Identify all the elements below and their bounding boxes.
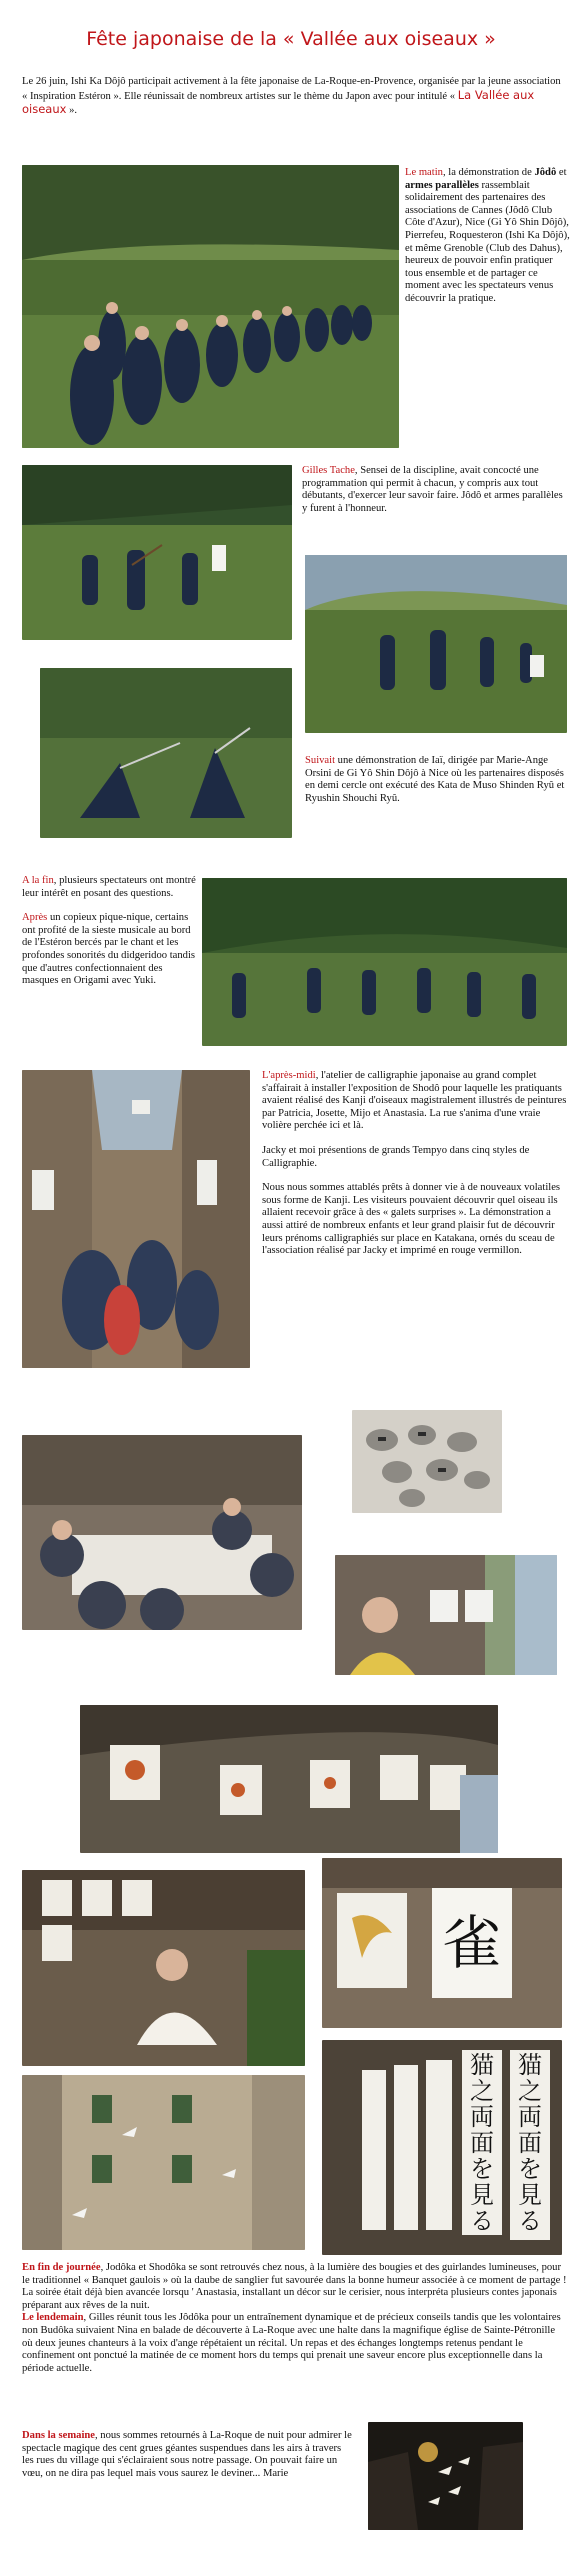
photo-village-cranes xyxy=(22,2075,305,2250)
apresmidi-paragraph-3 xyxy=(262,1182,567,1258)
soir-text: , Jodôka et Shodôka se sont retrouvés chez nous, à la lumière des bougies et des guirlandes lumineuses, pour le traditionnel « Banquet gaulois » où la daube de sanglier fut savourée dans la bonne humeur associée à ce moment de partage ! La soirée était déjà bien avancée lorsqu ' Anastasia, installant un décor sur le cerisier, nous interpréta plusieurs contes japonais préparant aux rêves de la nuit. xyxy=(22,2262,567,2311)
soir-lendemain-block xyxy=(22,2262,567,2375)
intro-paragraph xyxy=(22,76,562,118)
apres-text: un copieux pique-nique, certains ont profité de la sieste musicale au bord de l'Estéron bercés par le chant et les profondes sonorités du didgeridoo tandis que d'autres confectionnaient des masques en Origami avec Yuki. xyxy=(22,912,196,987)
fin-lead: A la fin xyxy=(22,875,54,886)
page-title: Fête japonaise de la « Vallée aux oiseaux » xyxy=(86,28,496,50)
intro-end: ». xyxy=(66,105,78,117)
photo-iai-demo xyxy=(40,668,292,838)
photo-hanging-paintings xyxy=(80,1705,498,1853)
matin-bold-1: Jôdô xyxy=(534,167,557,178)
fin-text: , plusieurs spectateurs ont montré leur intérêt en posant des questions. xyxy=(22,875,196,899)
intro-text: Le 26 juin, Ishi Ka Dôjô participait activement à la fête japonaise de La-Roque-en-Provence, organisée par la jeune association « Inspiration Estéron ». Elle réunissait de nombreux artistes sur le thème du Japon avec pour intitulé « xyxy=(22,76,561,102)
soir-paragraph xyxy=(22,2262,567,2312)
matin-text-1: , la démonstration de xyxy=(442,167,535,178)
apres-lead: Après xyxy=(22,912,48,924)
apres-paragraph xyxy=(22,912,200,988)
matin-bold-2: armes parallèles xyxy=(405,179,479,191)
suivait-paragraph xyxy=(305,755,570,805)
apresmidi-column xyxy=(262,1070,567,1270)
fin-apres-column xyxy=(22,875,200,1000)
photo-kanji-scrolls xyxy=(322,2040,562,2255)
event-name: La Vallée aux oiseaux xyxy=(22,87,535,117)
apresmidi-text-3: Nous nous sommes attablés prêts à donner vie à de nouveaux volatiles sous forme de Kanji. Les visiteurs pouvaient découvrir quel oiseau ils allaient recevoir grâce à des « galets surprises ». La démonstration a aussi attiré de nombreux enfants et leur grand plaisir fut de découvrir leurs prénoms calligraphiés sur place en Katakana, ornés du sceau de l'association réalisé par Jacky et imprimé en rouge vermillon. xyxy=(262,1182,561,1257)
photo-iai-semicircle xyxy=(202,878,567,1046)
lendemain-paragraph xyxy=(22,2312,567,2375)
suzume-kanji: 雀 xyxy=(442,1909,501,1977)
apresmidi-lead: L'après-midi xyxy=(262,1070,316,1081)
gilles-paragraph xyxy=(302,465,567,515)
suivait-text: une démonstration de Iaï, dirigée par Marie-Ange Orsini de Gi Yô Shin Dôjô à Nice où les partenaires disposés en demi cercle ont exécuté des Kata de Muso Shinden Ryû et Ryushin Shouchi Ryû. xyxy=(305,755,565,804)
semaine-text: , nous sommes retournés à La-Roque de nuit pour admirer le spectacle magique des cent grues géantes suspendues dans les airs à travers les rues du village qui s'éclairaient sous notre passage. On pouvait faire un vœu, on ne dira pas lequel mais vous saurez le deviner... Marie xyxy=(22,2430,352,2479)
scroll-kanji-1: 猫之両面を見る xyxy=(470,2051,494,2235)
photo-suzume-calligraphy xyxy=(322,1858,562,2028)
gilles-text: , Sensei de la discipline, avait concocté une programmation qui permit à chacun, y compris aux tout débutants, d'exercer leur savoir faire. Jôdô et armes parallèles y furent à l'honneur. xyxy=(302,465,563,514)
apresmidi-text-1: , l'atelier de calligraphie japonaise au grand complet s'affairait à installer l'exposition de Shodô pour laquelle les pratiquants avaient réalisé des Kanji d'oiseaux magistralement illustrés de peintures par Patricia, Josette, Mijo et Anastasia. La rue s'anima d'une vraie volière perchée ici et là. xyxy=(262,1070,567,1132)
matin-text-2: et xyxy=(556,167,567,178)
photo-jodo-morning-line xyxy=(22,165,399,448)
fin-paragraph xyxy=(22,875,200,900)
semaine-lead: Dans la semaine xyxy=(22,2430,95,2441)
matin-paragraph xyxy=(405,167,570,306)
apresmidi-paragraph-1 xyxy=(262,1070,567,1133)
soir-lead: En fin de journée xyxy=(22,2262,101,2273)
photo-calligraphy-street xyxy=(22,1070,250,1368)
apresmidi-text-2: Jacky et moi présentions de grands Tempyo dans cinq styles de Calligraphie. xyxy=(262,1144,530,1169)
photo-night-cranes xyxy=(368,2422,523,2530)
photo-jodo-pairs xyxy=(22,465,292,640)
photo-galets-surprises xyxy=(352,1410,502,1513)
semaine-paragraph xyxy=(22,2430,352,2480)
suivait-lead: Suivait xyxy=(305,755,336,766)
scroll-kanji-2: 猫之両面を見る xyxy=(518,2051,542,2235)
photo-calligrapher-portrait xyxy=(335,1555,557,1675)
photo-children-calligraphy xyxy=(22,1435,302,1630)
apresmidi-paragraph-2 xyxy=(262,1145,567,1170)
lendemain-lead: Le lendemain xyxy=(22,2312,84,2324)
matin-text-3: rassemblait solidairement des partenaires des associations de Cannes (Jôdô Club Côte d'Azur), Nice (Gi Yô Shin Dôjô), Pierrefeu, Roquesteron (Ishi Ka Dôjô), et même Grenoble (Club des Dahus), heureux de pouvoir enfin pratiquer tous ensemble et de partager ce moment avec les spectateurs venus découvrir la pratique. xyxy=(405,179,570,304)
gilles-lead: Gilles Tache xyxy=(302,465,355,476)
photo-woman-with-paintings xyxy=(22,1870,305,2066)
photo-jodo-mountain xyxy=(305,555,567,733)
matin-lead: Le matin xyxy=(405,167,443,178)
lendemain-text: , Gilles réunit tous les Jôdôka pour un entraînement dynamique et de précieux conseils tandis que les volontaires non Budôka suivaient Nina en balade de découverte à La-Roque avec une halte dans la magnifique église de Sainte-Pétronille où deux jeunes chanteurs à la voix d'ange répétaient un récital. Un repas et des échanges longtemps retenus pendant le confinement ont ponctué la matinée de ce moment hors du temps qui prenait une saveur encore plus exceptionnelle dans la période actuelle. xyxy=(22,2312,561,2374)
